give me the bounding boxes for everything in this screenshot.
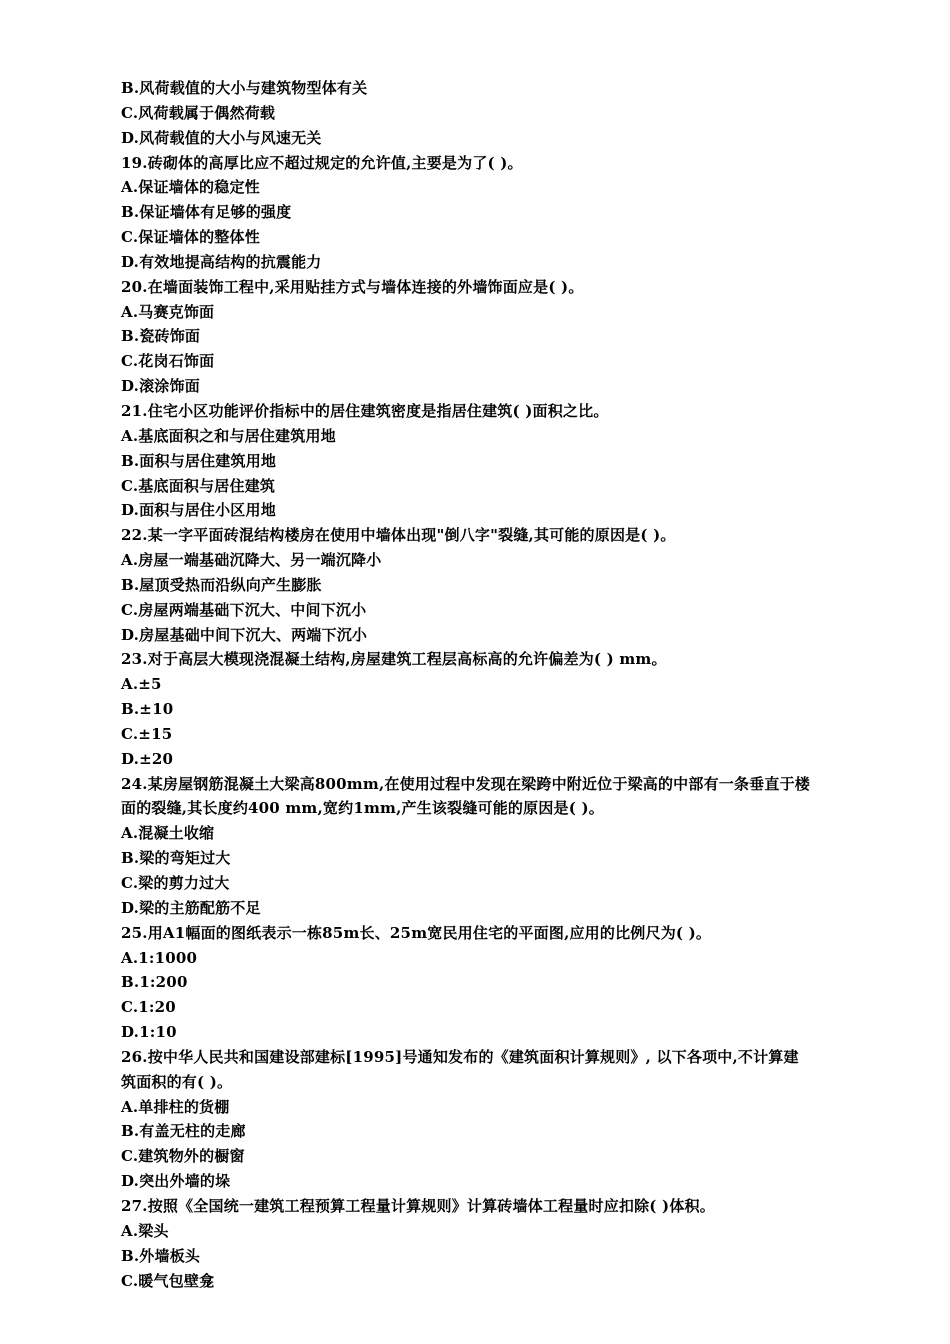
- option-line: C.1:20: [121, 998, 176, 1017]
- option-line: B.瓷砖饰面: [121, 327, 201, 346]
- question-text: 25.用A1幅面的图纸表示一栋85m长、25m宽民用住宅的平面图,应用的比例尺为( )。: [121, 923, 712, 942]
- option-line: D.有效地提高结构的抗震能力: [121, 252, 322, 271]
- option-line: A.房屋一端基础沉降大、另一端沉降小: [121, 551, 382, 570]
- question-text: 27.按照《全国统一建筑工程预算工程量计算规则》计算砖墙体工程量时应扣除( )体积。: [121, 1196, 715, 1215]
- option-line: A.马赛克饰面: [121, 302, 215, 321]
- option-line: B.保证墙体有足够的强度: [121, 203, 292, 222]
- option-line: C.暖气包壁龛: [121, 1271, 215, 1290]
- option-line: B.1:200: [121, 973, 188, 992]
- option-line: C.房屋两端基础下沉大、中间下沉小: [121, 600, 367, 619]
- document-page: [121, 76, 861, 1293]
- option-line: C.±15: [121, 724, 173, 743]
- option-line: A.±5: [121, 675, 162, 694]
- option-line: B.面积与居住建筑用地: [121, 451, 277, 470]
- option-line: D.风荷载值的大小与风速无关: [121, 128, 322, 147]
- option-line: A.混凝土收缩: [121, 824, 215, 843]
- option-line: C.梁的剪力过大: [121, 874, 230, 892]
- option-line: D.面积与居住小区用地: [121, 501, 276, 520]
- question-text-continued: 筑面积的有( )。: [121, 1072, 233, 1091]
- question-text: 26.按中华人民共和国建设部建标[1995]号通知发布的《建筑面积计算规则》, 以下各项中,不计算建: [121, 1047, 799, 1066]
- option-line: B.有盖无柱的走廊: [121, 1122, 246, 1141]
- option-line: B.外墙板头: [121, 1246, 201, 1265]
- question-text: 22.某一字平面砖混结构楼房在使用中墙体出现"倒八字"裂缝,其可能的原因是( )。: [121, 526, 676, 545]
- option-line: C.风荷载属于偶然荷载: [121, 103, 276, 122]
- option-line: C.建筑物外的橱窗: [121, 1147, 245, 1166]
- option-line: B.梁的弯矩过大: [121, 849, 231, 868]
- option-line: B.风荷载值的大小与建筑物型体有关: [121, 79, 368, 97]
- option-line: B.±10: [121, 700, 174, 719]
- question-text: 23.对于高层大模现浇混凝土结构,房屋建筑工程层高标高的允许偏差为( ) mm。: [121, 650, 667, 669]
- question-text-continued: 面的裂缝,其长度约400 mm,宽约1mm,产生该裂缝可能的原因是( )。: [121, 799, 604, 818]
- option-line: D.梁的主筋配筋不足: [121, 898, 261, 917]
- option-line: C.花岗石饰面: [121, 352, 215, 371]
- question-text: 20.在墙面装饰工程中,采用贴挂方式与墙体连接的外墙饰面应是( )。: [121, 277, 584, 296]
- option-line: D.滚涂饰面: [121, 377, 200, 396]
- option-line: D.±20: [121, 749, 174, 768]
- option-line: A.1:1000: [121, 948, 198, 967]
- option-line: D.突出外墙的垛: [121, 1172, 231, 1191]
- option-line: C.基底面积与居住建筑: [121, 476, 276, 495]
- option-line: D.1:10: [121, 1023, 177, 1042]
- question-text: 21.住宅小区功能评价指标中的居住建筑密度是指居住建筑( )面积之比。: [121, 401, 609, 420]
- option-line: B.屋顶受热而沿纵向产生膨胀: [121, 575, 322, 594]
- option-line: A.保证墙体的稳定性: [121, 178, 260, 197]
- option-line: A.单排柱的货棚: [121, 1097, 230, 1116]
- question-text: 19.砖砌体的高厚比应不超过规定的允许值,主要是为了( )。: [121, 153, 523, 172]
- question-text: 24.某房屋钢筋混凝土大梁高800mm,在使用过程中发现在梁跨中附近位于梁高的中部有一条垂直于楼: [121, 774, 810, 793]
- option-line: D.房屋基础中间下沉大、两端下沉小: [121, 625, 368, 644]
- option-line: A.梁头: [121, 1221, 169, 1240]
- option-line: A.基底面积之和与居住建筑用地: [121, 426, 336, 445]
- option-line: C.保证墙体的整体性: [121, 228, 260, 247]
